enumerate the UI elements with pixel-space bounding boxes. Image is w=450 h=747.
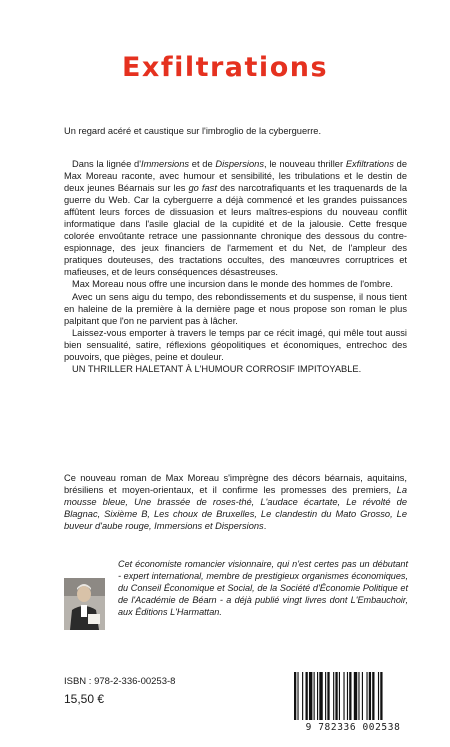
synopsis-paragraph-3: Avec un sens aigu du tempo, des rebondissements et du suspense, il nous tient en haleine de la première à la dernière page et nous propose son roman le plus palpitant que l'on ne parvient pas à lâcher. bbox=[64, 291, 407, 326]
synopsis-paragraph-2: Max Moreau nous offre une incursion dans le monde des hommes de l'ombre. bbox=[72, 279, 393, 290]
isbn: ISBN : 978-2-336-00253-8 bbox=[64, 676, 176, 687]
synopsis-paragraph-4: Laissez-vous emporter à travers le temps par ce récit imagé, qui mêle tout aussi bien sensualité, satire, réflexions géopolitiques et économiques, entrechoc des pouvoirs, que pièges, peine et douleur. bbox=[64, 327, 407, 362]
tagline: Un regard acéré et caustique sur l'imbroglio de la cyberguerre. bbox=[64, 126, 322, 136]
price: 15,50 € bbox=[64, 692, 105, 706]
synopsis-paragraph-1: Dans la lignée d'Immersions et de Dispersions, le nouveau thriller Exfiltrations de Max Moreau raconte, avec humour et sensibilité, les tribulations et le destin de deux jeunes Béarnais sur les go fast des narcotrafiquants et les traquenards de la guerre du Web. Car la cyberguerre a déjà commencé et les grandes puissances affûtent leurs forces de dissuasion et leurs maîtres-espions du nouveau conflit informatique dans l'asile glacial de la cupidité et de la jalousie. Cette fresque colorée envoûtante retrace une passionnante chronique des dessous du contre-espionnage, des jeux financiers de l'armement et du Net, de l'ampleur des pratiques douteuses, des tractations occultes, des manœuvres corruptrices et mafieuses, et de leurs conséquences désastreuses. bbox=[64, 159, 407, 278]
synopsis-tagline: UN THRILLER HALETANT À L'HUMOUR CORROSIF IMPITOYABLE. bbox=[72, 363, 362, 374]
synopsis bbox=[64, 158, 407, 375]
previous-books: Ce nouveau roman de Max Moreau s'imprègne des décors béarnais, aquitains, brésiliens et moyen-orientaux, et il confirme les promesses des premiers, La mousse bleue, Une brassée de roses-thé, L'audace écartate, Le révolté de Blagnac, Sixième B, Les choux de Bruxelles, Le clandestin du Mato Grosso, Le buveur d'aube rouge, Immersions et Dispersions. bbox=[64, 473, 407, 532]
author-photo bbox=[64, 578, 105, 630]
book-title: Exfiltrations bbox=[121, 52, 329, 83]
author-bio: Cet économiste romancier visionnaire, qui n'est certes pas un débutant - expert international, membre de prestigieux organismes économiques, du Conseil Économique et Social, de la Société d'Économie Politique et de l'Académie de Béarn - a déjà publié vingt livres dont L'Embauchoir, aux Éditions L'Harmattan. bbox=[118, 559, 408, 617]
author-photo-icon bbox=[64, 578, 105, 630]
barcode-icon bbox=[292, 672, 414, 720]
barcode-digits: 9 782336 002538 bbox=[305, 722, 401, 733]
